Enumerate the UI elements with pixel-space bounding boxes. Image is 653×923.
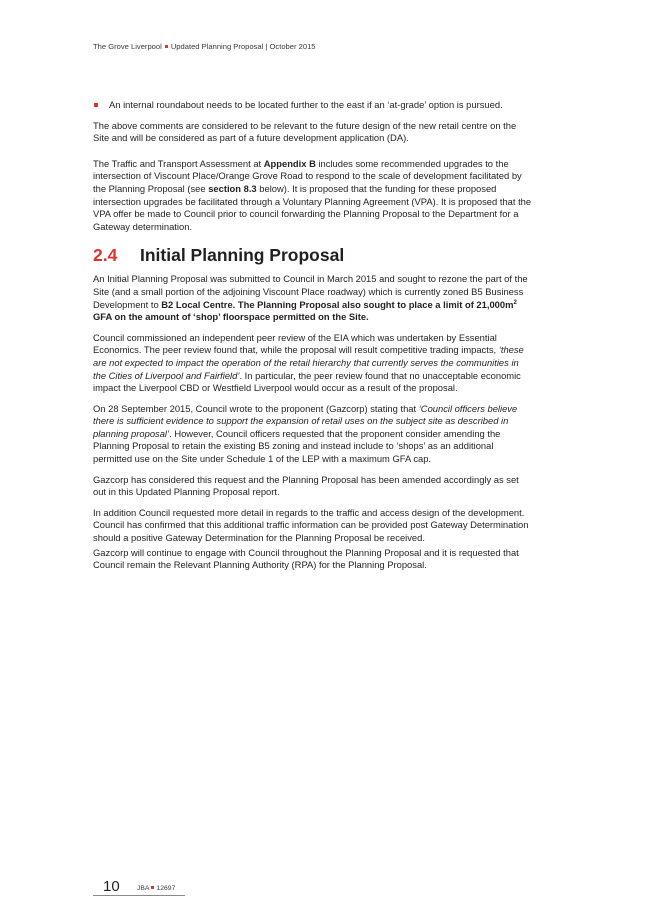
- footer-company: JBA: [137, 885, 150, 892]
- paragraph-engage: Gazcorp will continue to engage with Council throughout the Planning Proposal and it is requested that Council remain the Relevant Planning Authority (RPA) for the Planning Proposal.: [93, 546, 519, 571]
- text-run: . In particular, the peer review found that no unacceptable economic impact the Liverpool CBD or Westfield Liverpool would occur as a result of the proposal.: [93, 369, 521, 394]
- red-square-icon: [165, 45, 168, 48]
- section-number: 2.4: [93, 245, 118, 266]
- page-footer: [93, 879, 185, 896]
- quote-run: ‘Council officers believe there is sufficient evidence to support the expansion of retail uses on the subject site as described in planning proposal’: [93, 402, 518, 439]
- bullet-square-icon: [94, 103, 98, 107]
- footer-ref-number: 12697: [156, 885, 176, 892]
- body-content: [93, 99, 533, 580]
- text-run: includes some recommended upgrades to the intersection of Viscount Place/Orange Grove Road to respond to the scale of development facilitated by the Planning Proposal (see: [93, 157, 522, 194]
- paragraph-traffic: [93, 158, 533, 234]
- footer-reference: [137, 885, 175, 892]
- bullet-item: [93, 99, 533, 112]
- paragraph-comments: The above comments are considered to be relevant to the future design of the new retail centre on the Site and will be considered as part of a future development application (DA).: [93, 119, 517, 144]
- paragraph-gazcorp: Gazcorp has considered this request and the Planning Proposal has been amended accordingly as set out in this Updated Planning Proposal report.: [93, 473, 519, 498]
- text-run: . However, Council officers requested that the proponent consider amending the Planning Proposal to retain the existing B5 zoning and instead include to ‘shops’ as an additional permitted use on the Site under Schedule 1 of the LEP with a maximum GFA cap.: [93, 427, 501, 465]
- paragraph-september: [93, 403, 533, 466]
- appendix-reference: Appendix B: [263, 157, 316, 169]
- text-run: An Initial Planning Proposal was submitted to Council in March 2015 and sought to rezone the part of the Site (and a small portion of the adjoining Viscount Place roadway) which is currently zoned B5 Business Development to: [93, 273, 528, 310]
- red-square-icon: [151, 886, 154, 889]
- running-header: [93, 42, 316, 51]
- text-run: The Traffic and Transport Assessment at: [93, 157, 264, 169]
- bold-run: B2 Local Centre. The Planning Proposal also sought to place a limit of $21,000m^2$ GFA on the amount of ‘shop’ floorspace permitted on the Site.: [93, 298, 517, 323]
- text-run: below). It is proposed that the funding for these proposed intersection upgrades be facilitated through a Voluntary Planning Agreement (VPA). It is proposed that the VPA offer be made to Council prior to council forwarding the Planning Proposal to the Department for a Gateway determination.: [93, 182, 532, 232]
- text-run: On 28 September 2015, Council wrote to the proponent (Gazcorp) stating that: [93, 402, 419, 414]
- text-run: Council commissioned an independent peer review of the EIA which was undertaken by Essential Economics. The peer review found that, while the proposal will result competitive trading impacts,: [93, 331, 499, 356]
- section-reference: section 8.3: [208, 182, 257, 194]
- bullet-text: An internal roundabout needs to be located further to the east if an ‘at-grade’ option is pursued.: [109, 99, 503, 110]
- header-report: Updated Planning Proposal: [170, 42, 264, 51]
- section-heading: [93, 245, 533, 265]
- header-project: The Grove Liverpool: [93, 42, 162, 51]
- page-number: 10: [103, 878, 120, 895]
- quote-run: ‘these are not expected to impact the operation of the retail hierarchy that currently serves the communities in the Cities of Liverpool and Fairfield’: [93, 344, 524, 381]
- header-date: October 2015: [269, 42, 316, 51]
- paragraph-addition: In addition Council requested more detail in regards to the traffic and access design of the development. Council has confirmed that this additional traffic information can be provided post Gateway Determination should a positive Gateway Determination for the Planning Proposal be received.: [93, 506, 529, 544]
- paragraph-initial: [93, 273, 533, 323]
- header-separator: |: [265, 42, 268, 51]
- section-title: Initial Planning Proposal: [140, 245, 345, 266]
- paragraph-peer-review: [93, 332, 533, 395]
